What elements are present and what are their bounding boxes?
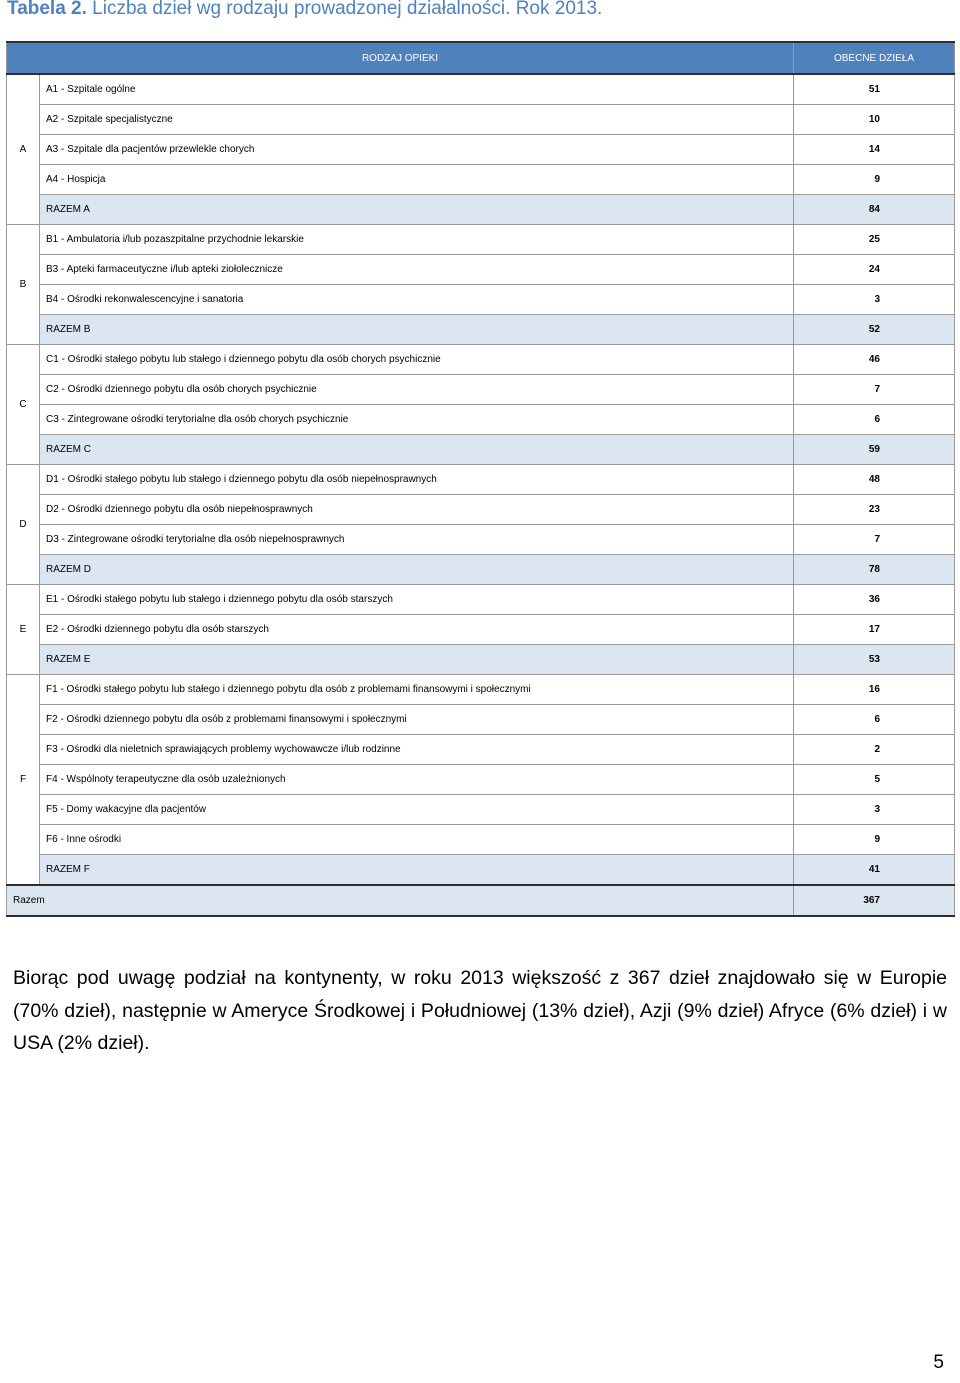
row-value: 25 [794,225,955,255]
table-row [7,585,955,615]
page-number: 5 [933,1352,944,1373]
group-code: C [7,345,40,465]
row-label: C3 - Zintegrowane ośrodki terytorialne dla osób chorych psychicznie [40,405,794,435]
row-label: F1 - Ośrodki stałego pobytu lub stałego i dziennego pobytu dla osób z problemami finansowymi i społecznymi [40,675,794,705]
table-row [7,705,955,735]
row-value: 14 [794,135,955,165]
subtotal-value: 41 [794,855,955,886]
table-row [7,105,955,135]
table-row [7,615,955,645]
group-code: E [7,585,40,675]
row-value: 7 [794,375,955,405]
row-label: F4 - Wspólnoty terapeutyczne dla osób uzależnionych [40,765,794,795]
row-value: 46 [794,345,955,375]
row-value: 17 [794,615,955,645]
row-value: 5 [794,765,955,795]
grand-total-value: 367 [794,885,955,916]
care-type-table [6,41,955,917]
table-row [7,795,955,825]
row-label: F3 - Ośrodki dla nieletnich sprawiających problemy wychowawcze i/lub rodzinne [40,735,794,765]
row-value: 16 [794,675,955,705]
table-row [7,74,955,105]
caption-text: Liczba dzieł wg rodzaju prowadzonej działalności. Rok 2013. [86,0,603,19]
row-label: C2 - Ośrodki dziennego pobytu dla osób chorych psychicznie [40,375,794,405]
row-value: 51 [794,74,955,105]
row-label: F5 - Domy wakacyjne dla pacjentów [40,795,794,825]
subtotal-value: 59 [794,435,955,465]
table-row [7,405,955,435]
table-row [7,765,955,795]
row-label: F2 - Ośrodki dziennego pobytu dla osób z problemami finansowymi i społecznymi [40,705,794,735]
row-label: A1 - Szpitale ogólne [40,74,794,105]
row-value: 36 [794,585,955,615]
subtotal-label: RAZEM D [40,555,794,585]
subtotal-row [7,195,955,225]
summary-paragraph: Biorąc pod uwagę podział na kontynenty, w roku 2013 większość z 367 dzieł znajdowało się w Europie (70% dzieł), następnie w Ameryce Środkowej i Południowej (13% dzieł), Azji (9% dzieł) Afryce (6% dzieł) i w USA (2% dzieł). [13,967,947,1054]
row-label: C1 - Ośrodki stałego pobytu lub stałego i dziennego pobytu dla osób chorych psychicznie [40,345,794,375]
caption-label: Tabela 2. [7,0,87,19]
subtotal-row [7,645,955,675]
table-row [7,495,955,525]
subtotal-label: RAZEM B [40,315,794,345]
row-value: 6 [794,405,955,435]
table-row [7,825,955,855]
row-value: 7 [794,525,955,555]
row-label: D3 - Zintegrowane ośrodki terytorialne dla osób niepełnosprawnych [40,525,794,555]
subtotal-value: 52 [794,315,955,345]
subtotal-row [7,315,955,345]
subtotal-label: RAZEM A [40,195,794,225]
subtotal-row [7,855,955,886]
subtotal-label: RAZEM C [40,435,794,465]
table-header-row [7,42,955,74]
table-row [7,135,955,165]
row-label: F6 - Inne ośrodki [40,825,794,855]
table-row [7,735,955,765]
row-value: 23 [794,495,955,525]
table-row [7,375,955,405]
subtotal-row [7,435,955,465]
row-value: 10 [794,105,955,135]
row-value: 2 [794,735,955,765]
row-label: D1 - Ośrodki stałego pobytu lub stałego i dziennego pobytu dla osób niepełnosprawnych [40,465,794,495]
grand-total-row [7,885,955,916]
table-row [7,165,955,195]
row-label: A3 - Szpitale dla pacjentów przewlekle chorych [40,135,794,165]
row-value: 48 [794,465,955,495]
row-label: A2 - Szpitale specjalistyczne [40,105,794,135]
row-label: B1 - Ambulatoria i/lub pozaszpitalne przychodnie lekarskie [40,225,794,255]
table-row [7,285,955,315]
subtotal-value: 84 [794,195,955,225]
row-value: 3 [794,285,955,315]
group-code: D [7,465,40,585]
table-row [7,345,955,375]
row-label: B3 - Apteki farmaceutyczne i/lub apteki ziołolecznicze [40,255,794,285]
subtotal-label: RAZEM E [40,645,794,675]
row-label: E2 - Ośrodki dziennego pobytu dla osób starszych [40,615,794,645]
table-row [7,225,955,255]
table-row [7,465,955,495]
table-row [7,675,955,705]
table-caption [7,0,602,20]
row-value: 6 [794,705,955,735]
row-label: D2 - Ośrodki dziennego pobytu dla osób niepełnosprawnych [40,495,794,525]
row-label: A4 - Hospicja [40,165,794,195]
grand-total-label: Razem [7,885,794,916]
subtotal-value: 78 [794,555,955,585]
group-code: A [7,74,40,225]
table-row [7,525,955,555]
row-value: 3 [794,795,955,825]
row-value: 9 [794,825,955,855]
subtotal-label: RAZEM F [40,855,794,886]
row-value: 24 [794,255,955,285]
subtotal-row [7,555,955,585]
row-value: 9 [794,165,955,195]
group-code: B [7,225,40,345]
header-care-type: RODZAJ OPIEKI [7,42,794,74]
table-row [7,255,955,285]
table-body [7,42,955,916]
row-label: E1 - Ośrodki stałego pobytu lub stałego i dziennego pobytu dla osób starszych [40,585,794,615]
row-label: B4 - Ośrodki rekonwalescencyjne i sanatoria [40,285,794,315]
group-code: F [7,675,40,886]
header-current-works: OBECNE DZIEŁA [794,42,955,74]
subtotal-value: 53 [794,645,955,675]
